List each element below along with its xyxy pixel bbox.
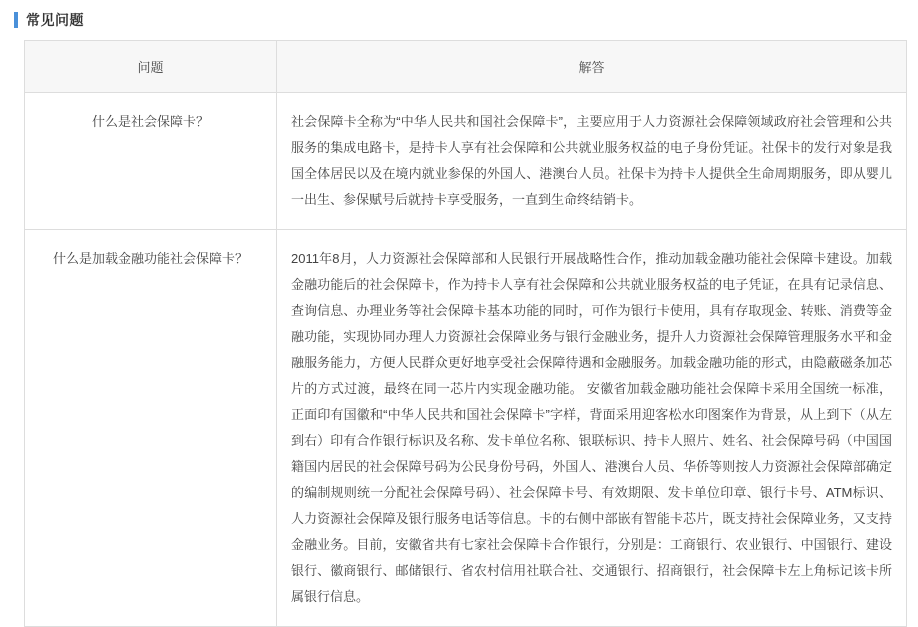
column-header-answer: 解答 — [277, 41, 907, 93]
faq-table-body — [25, 93, 907, 627]
faq-table — [24, 40, 907, 627]
section-accent-bar — [14, 12, 18, 28]
table-row — [25, 230, 907, 627]
table-row — [25, 93, 907, 230]
faq-table-wrapper — [0, 40, 918, 627]
page-title: 常见问题 — [26, 12, 84, 28]
faq-question-cell: 什么是加载金融功能社会保障卡？ — [25, 230, 277, 627]
faq-answer-cell: 社会保障卡全称为“中华人民共和国社会保障卡”，主要应用于人力资源社会保障领域政府社会管理和公共服务的集成电路卡，是持卡人享有社会保障和公共就业服务权益的电子身份凭证。社保卡的发行对象是我国全体居民以及在境内就业参保的外国人、港澳台人员。社保卡为持卡人提供全生命周期服务，即从婴儿一出生、参保赋号后就持卡享受服务，一直到生命终结销卡。 — [277, 93, 907, 230]
column-header-question: 问题 — [25, 41, 277, 93]
faq-answer-cell: 2011年8月，人力资源社会保障部和人民银行开展战略性合作，推动加载金融功能社会保障卡建设。加载金融功能后的社会保障卡，作为持卡人享有社会保障和公共就业服务权益的电子凭证，在具有记录信息、查询信息、办理业务等社会保障卡基本功能的同时，可作为银行卡使用，具有存取现金、转账、消费等金融功能，实现协同办理人力资源社会保障业务与银行金融业务，提升人力资源社会保障管理服务水平和金融服务能力，方便人民群众更好地享受社会保障待遇和金融服务。加载金融功能的形式，由隐蔽磁条加芯片的方式过渡，最终在同一芯片内实现金融功能。 安徽省加载金融功能社会保障卡采用全国统一标准，正面印有国徽和“中华人民共和国社会保障卡”字样，背面采用迎客松水印图案作为背景，从上到下（从左到右）印有合作银行标识及名称、发卡单位名称、银联标识、持卡人照片、姓名、社会保障号码（中国国籍国内居民的社会保障号码为公民身份号码，外国人、港澳台人员、华侨等则按人力资源社会保障部确定的编制规则统一分配社会保障号码）、社会保障卡号、有效期限、发卡单位印章、银行卡号、ATM标识、人力资源社会保障及银行服务电话等信息。卡的右侧中部嵌有智能卡芯片，既支持社会保障业务，又支持金融业务。目前，安徽省共有七家社会保障卡合作银行，分别是：工商银行、农业银行、中国银行、建设银行、徽商银行、邮储银行、省农村信用社联合社、交通银行、招商银行，社会保障卡左上角标记该卡所属银行信息。 — [277, 230, 907, 627]
table-header-row — [25, 41, 907, 93]
section-header — [0, 0, 918, 40]
faq-question-cell: 什么是社会保障卡？ — [25, 93, 277, 230]
faq-table-head — [25, 41, 907, 93]
